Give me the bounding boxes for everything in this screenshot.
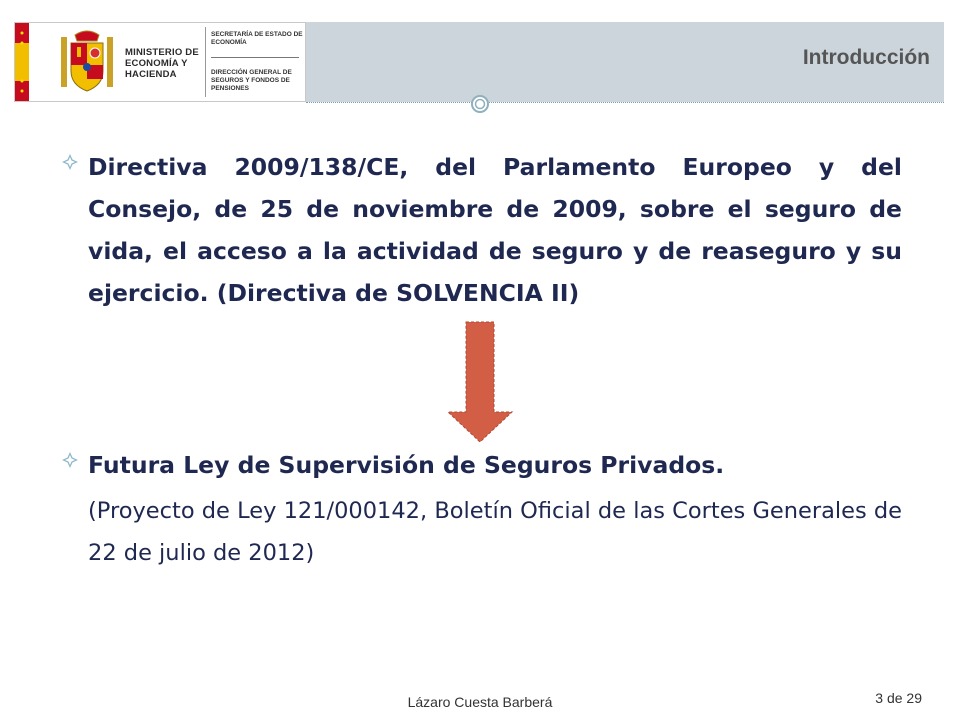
diamond-bullet-icon	[62, 452, 78, 468]
bullet-directiva-text: Directiva 2009/138/CE, del Parlamento Europeo y del Consejo, de 25 de noviembre de 2009, sobre el seguro de vida, el acceso a la actividad de seguro y de reaseguro y su ejercicio. (Directiva de SOLVENCIA II)	[88, 153, 902, 307]
bullet-ley	[62, 444, 902, 486]
diamond-bullet-icon	[62, 154, 78, 170]
ministry-name: MINISTERIO DE ECONOMÍA Y HACIENDA	[125, 47, 199, 80]
secretaria-name: SECRETARÍA DE ESTADO DE ECONOMÍA	[211, 31, 303, 46]
slide-title: Introducción	[802, 46, 930, 69]
ring-icon	[470, 94, 490, 114]
footer-author: Lázaro Cuesta Barberá	[407, 694, 553, 710]
logo-divider	[205, 27, 206, 97]
coat-of-arms-icon	[57, 29, 117, 95]
down-arrow-icon	[446, 320, 514, 444]
header-divider	[306, 102, 944, 103]
logo-rule	[211, 57, 299, 58]
proyecto-ley-text: (Proyecto de Ley 121/000142, Boletín Oficial de las Cortes Generales de 22 de julio de 2012)	[88, 498, 902, 566]
ministry-logo	[14, 22, 306, 102]
eu-stars-icon	[17, 25, 27, 99]
bullet-ley-text: Futura Ley de Supervisión de Seguros Privados.	[88, 451, 725, 479]
direccion-name: DIRECCIÓN GENERAL DE SEGUROS Y FONDOS DE PENSIONES	[211, 69, 292, 92]
bullet-directiva	[62, 146, 902, 314]
page-number: 3 de 29	[875, 690, 922, 706]
